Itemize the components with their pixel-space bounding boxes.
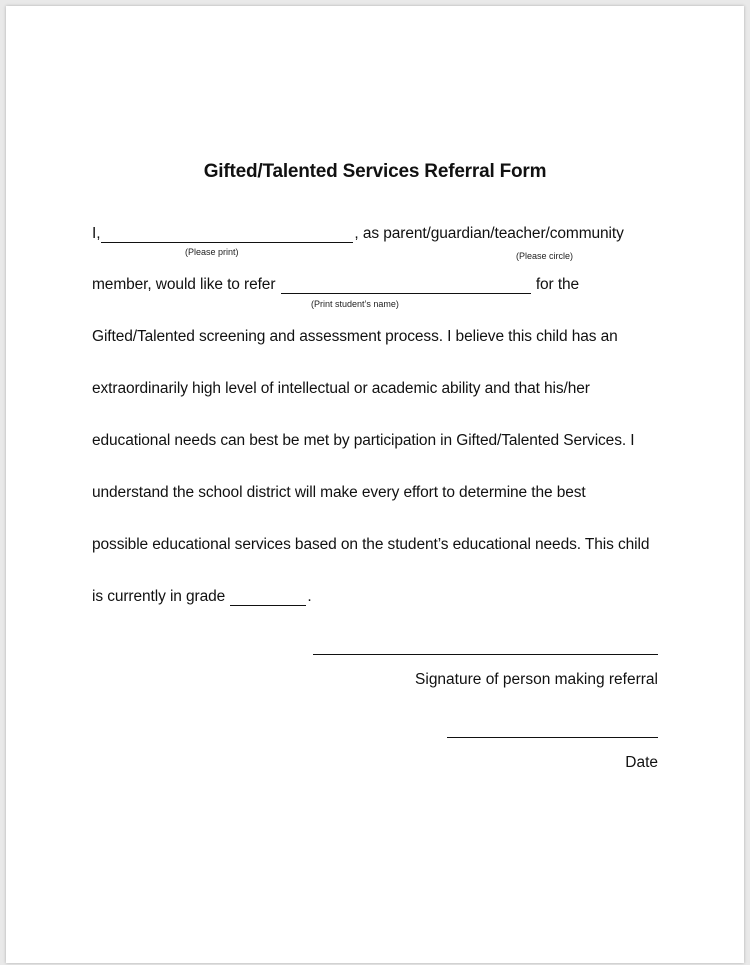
signature-label: Signature of person making referral xyxy=(415,671,658,688)
grade-field[interactable] xyxy=(230,589,306,606)
signature-field[interactable] xyxy=(313,654,658,655)
paragraph-line-4: understand the school district will make every effort to determine the best xyxy=(92,484,586,501)
grade-line xyxy=(92,588,312,606)
paragraph-line-5: possible educational services based on the student’s educational needs. This child xyxy=(92,536,650,553)
grade-suffix: . xyxy=(307,588,312,605)
student-line xyxy=(92,276,579,294)
referrer-prefix: I, xyxy=(92,225,101,242)
print-student-name-caption: (Print student’s name) xyxy=(311,299,399,309)
student-prefix: member, would like to refer xyxy=(92,276,276,293)
please-print-caption: (Please print) xyxy=(185,247,239,257)
grade-prefix: is currently in grade xyxy=(92,588,226,605)
date-label: Date xyxy=(625,754,658,771)
paragraph-line-2: extraordinarily high level of intellectual or academic ability and that his/her xyxy=(92,380,590,397)
referrer-line xyxy=(92,225,624,243)
paragraph-line-1: Gifted/Talented screening and assessment process. I believe this child has an xyxy=(92,328,618,345)
student-name-field[interactable] xyxy=(281,277,531,294)
paragraph-line-3: educational needs can best be met by participation in Gifted/Talented Services. I xyxy=(92,432,635,449)
student-suffix: for the xyxy=(535,276,580,293)
referrer-role-text: , as parent/guardian/teacher/community xyxy=(354,225,624,242)
please-circle-caption: (Please circle) xyxy=(516,251,574,261)
referrer-name-field[interactable] xyxy=(101,226,353,243)
date-field[interactable] xyxy=(447,737,658,738)
document-page xyxy=(6,6,744,963)
form-title: Gifted/Talented Services Referral Form xyxy=(203,161,547,182)
